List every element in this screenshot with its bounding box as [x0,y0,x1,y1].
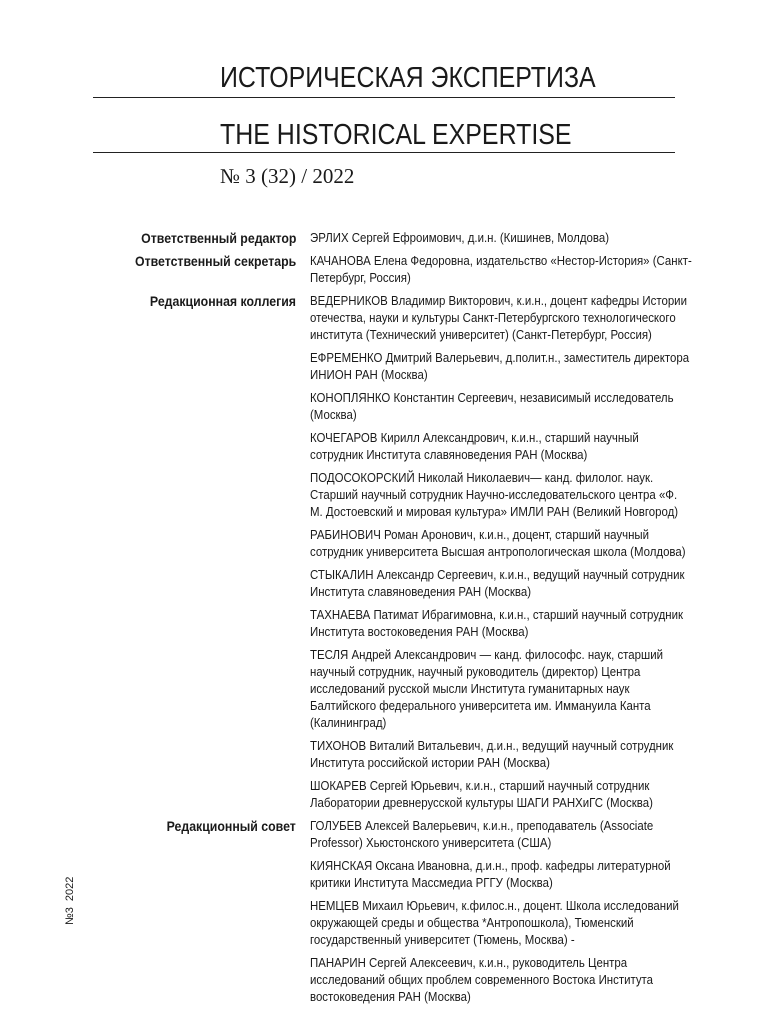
section-label: Ответственный редактор [140,230,296,246]
title-divider [93,97,675,98]
section-editorial-council [0,817,768,1005]
side-issue-label [64,871,76,925]
board-member-entry: ТЕСЛЯ Андрей Александрович — канд. философс. наук, старший научный сотрудник, научный руководитель (директор) Центра исследований русской мысли Института гуманитарных наук Балтийского федерального университета им. Иммануила Канта (Калининград) [310,647,663,730]
board-member-entry: КОНОПЛЯНКО Константин Сергеевич, независимый исследователь (Москва) [310,390,674,422]
side-issue-year: 2022 [64,876,76,902]
side-issue-number: №3 [64,907,76,925]
board-member-entry: ПОДОСОКОРСКИЙ Николай Николаевич— канд. филолог. наук. Старший научный сотрудник Научно-исследовательского центра «Ф. М. Достоевский и мировая культура» ИМЛИ РАН (Великий Новгород) [310,470,679,519]
journal-title-ru: ИСТОРИЧЕСКАЯ ЭКСПЕРТИЗА [220,62,596,94]
board-member-entry: ПАНАРИН Сергей Алексеевич, к.и.н., руководитель Центра исследований общих проблем современного Востока Института востоковедения РАН (Москва) [310,955,654,1004]
issue-number: № 3 (32) / 2022 [220,164,355,188]
journal-title-en: THE HISTORICAL EXPERTISE [220,119,572,151]
board-member-entry: ЕФРЕМЕНКО Дмитрий Валерьевич, д.полит.н., заместитель директора ИНИОН РАН (Москва) [310,350,690,382]
section-executive-secretary [0,252,768,286]
board-member-entry: ГОЛУБЕВ Алексей Валерьевич, к.и.н., преподаватель (Associate Professor) Хьюстонского университета (США) [310,818,654,850]
editorial-board [0,229,768,1011]
board-member-entry: НЕМЦЕВ Михаил Юрьевич, к.филос.н., доцент. Школа исследований окружающей среды и общества *Антропошкола), Тюменский государственный университет (Тюмень, Москва) - [310,898,679,947]
board-member-entry: ШОКАРЕВ Сергей Юрьевич, к.и.н., старший научный сотрудник Лаборатории древнерусской культуры ШАГИ РАНХиГС (Москва) [310,778,653,810]
board-member-entry: ВЕДЕРНИКОВ Владимир Викторович, к.и.н., доцент кафедры Истории отечества, науки и культуры Санкт-Петербургского технологического института (Технический университет) (Санкт-Петербург, Россия) [310,293,687,342]
section-chief-editor [0,229,768,246]
board-member-entry: КАЧАНОВА Елена Федоровна, издательство «Нестор-История» (Санкт-Петербург, Россия) [310,253,692,285]
board-member-entry: КОЧЕГАРОВ Кирилл Александрович, к.и.н., старший научный сотрудник Института славяноведения РАН (Москва) [310,430,639,462]
section-editorial-board [0,292,768,811]
section-label: Редакционный совет [166,818,296,834]
section-label: Ответственный секретарь [134,253,296,269]
section-label: Редакционная коллегия [149,293,296,309]
board-member-entry: КИЯНСКАЯ Оксана Ивановна, д.и.н., проф. кафедры литературной критики Института Массмедиа РГГУ (Москва) [310,858,671,890]
board-member-entry: ТАХНАЕВА Патимат Ибрагимовна, к.и.н., старший научный сотрудник Института востоковедения РАН (Москва) [310,607,684,639]
board-member-entry: СТЫКАЛИН Александр Сергеевич, к.и.н., ведущий научный сотрудник Института славяноведения РАН (Москва) [310,567,685,599]
board-member-entry: РАБИНОВИЧ Роман Аронович, к.и.н., доцент, старший научный сотрудник университета Высшая антропологическая школа (Молдова) [310,527,686,559]
board-member-entry: ЭРЛИХ Сергей Ефроимович, д.и.н. (Кишинев, Молдова) [310,230,610,245]
board-member-entry: ТИХОНОВ Виталий Витальевич, д.и.н., ведущий научный сотрудник Института российской истории РАН (Москва) [310,738,674,770]
title-divider [93,152,675,153]
